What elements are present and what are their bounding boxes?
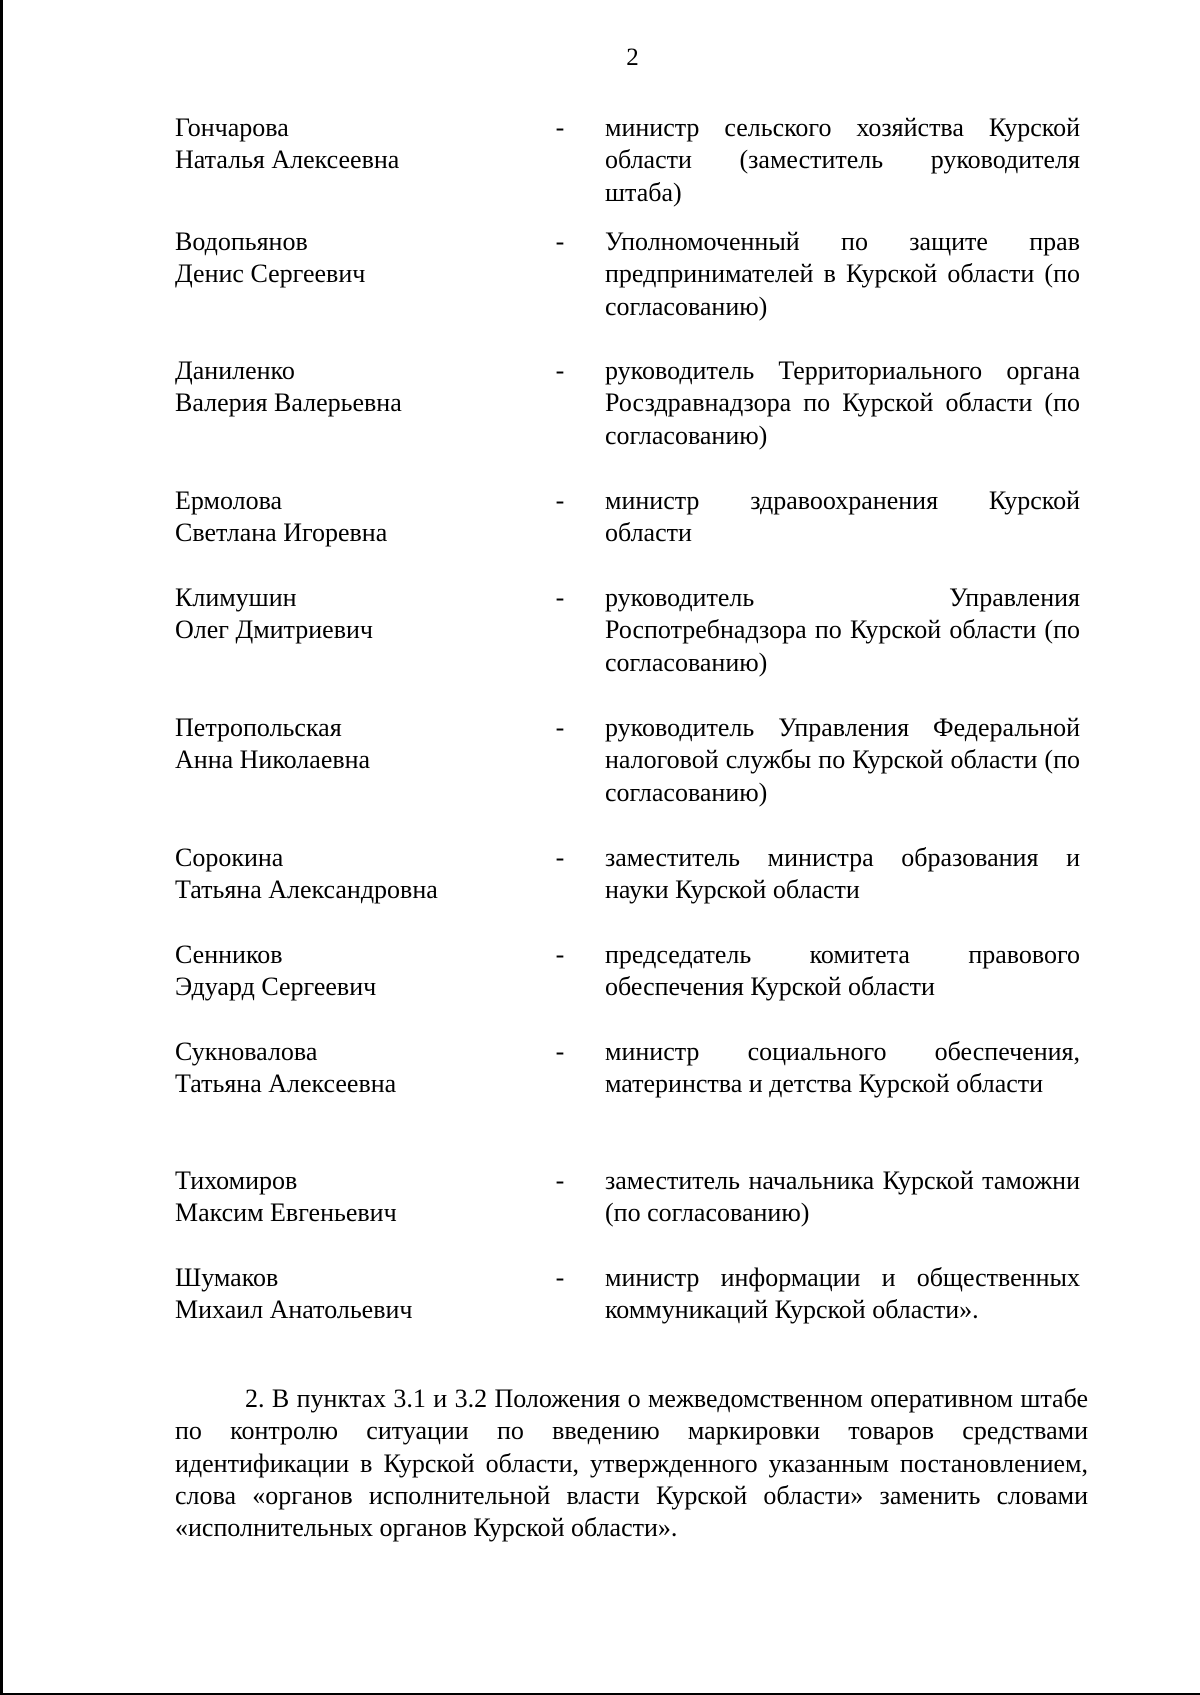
member-given-names: Эдуард Сергеевич <box>175 972 377 1002</box>
member-name <box>175 842 535 907</box>
member-row <box>175 485 1080 582</box>
member-role: министр социального обеспечения, материнства и детства Курской области <box>605 1037 1080 1099</box>
member-dash: - <box>555 113 565 142</box>
member-given-names: Валерия Валерьевна <box>175 388 402 418</box>
member-dash: - <box>555 583 565 612</box>
member-given-names: Татьяна Алексеевна <box>175 1069 397 1099</box>
page-number: 2 <box>626 44 639 71</box>
member-role: заместитель министра образования и науки Курской области <box>605 843 1080 905</box>
scan-border-left <box>0 0 3 1695</box>
member-role: Уполномоченный по защите прав предпринимателей в Курской области (по согласованию) <box>605 227 1080 321</box>
amendment-paragraph: 2. В пунктах 3.1 и 3.2 Положения о межведомственном оперативном штабе по контролю ситуации по введению маркировки товаров средствами идентификации в Курской области, утвержденного указанным постановлением, слова «органов исполнительной власти Курской области» заменить словами «исполнительных органов Курской области». <box>175 1384 1088 1543</box>
member-role: министр информации и общественных коммуникаций Курской области». <box>605 1263 1080 1325</box>
member-surname: Сенников <box>175 940 283 969</box>
member-role: руководитель Территориального органа Росздравнадзора по Курской области (по согласованию) <box>605 356 1080 450</box>
member-role: председатель комитета правового обеспечения Курской области <box>605 940 1080 1002</box>
member-given-names: Анна Николаевна <box>175 745 371 775</box>
member-row <box>175 355 1080 485</box>
member-given-names: Максим Евгеньевич <box>175 1198 397 1228</box>
member-role: министр сельского хозяйства Курской области (заместитель руководителя штаба) <box>605 113 1080 207</box>
member-name <box>175 582 535 647</box>
member-given-names: Денис Сергеевич <box>175 259 366 289</box>
member-given-names: Наталья Алексеевна <box>175 145 400 175</box>
member-name <box>175 1036 535 1101</box>
member-surname: Климушин <box>175 583 297 612</box>
member-role: заместитель начальника Курской таможни (по согласованию) <box>605 1166 1080 1228</box>
member-surname: Ермолова <box>175 486 283 515</box>
member-name <box>175 1165 535 1230</box>
member-dash: - <box>555 227 565 256</box>
member-name <box>175 355 535 420</box>
member-row <box>175 939 1080 1036</box>
member-row <box>175 1036 1080 1165</box>
member-name <box>175 712 535 777</box>
member-surname: Сорокина <box>175 843 284 872</box>
member-name <box>175 485 535 550</box>
member-surname: Гончарова <box>175 113 289 142</box>
member-name <box>175 1262 535 1327</box>
member-row <box>175 1165 1080 1262</box>
member-dash: - <box>555 356 565 385</box>
member-name <box>175 939 535 1004</box>
member-name <box>175 112 535 177</box>
member-dash: - <box>555 486 565 515</box>
member-dash: - <box>555 843 565 872</box>
member-surname: Даниленко <box>175 356 295 385</box>
member-role: руководитель Управления Федеральной налоговой службы по Курской области (по согласованию) <box>605 713 1080 807</box>
member-surname: Водопьянов <box>175 227 308 256</box>
member-given-names: Олег Дмитриевич <box>175 615 373 645</box>
member-role: министр здравоохранения Курской области <box>605 486 1080 548</box>
member-row <box>175 582 1080 712</box>
member-surname: Шумаков <box>175 1263 279 1292</box>
member-surname: Тихомиров <box>175 1166 298 1195</box>
member-given-names: Светлана Игоревна <box>175 518 388 548</box>
member-row <box>175 712 1080 842</box>
member-dash: - <box>555 1037 565 1066</box>
member-row <box>175 112 1080 226</box>
member-name <box>175 226 535 291</box>
member-dash: - <box>555 1166 565 1195</box>
member-row <box>175 1262 1080 1352</box>
member-given-names: Татьяна Александровна <box>175 875 438 905</box>
staff-members-list <box>175 112 1080 1352</box>
member-surname: Сукновалова <box>175 1037 318 1066</box>
member-row <box>175 842 1080 939</box>
member-dash: - <box>555 713 565 742</box>
member-role: руководитель Управления Роспотребнадзора по Курской области (по согласованию) <box>605 583 1080 677</box>
member-surname: Петропольская <box>175 713 342 742</box>
member-row <box>175 226 1080 355</box>
member-dash: - <box>555 1263 565 1292</box>
member-given-names: Михаил Анатольевич <box>175 1295 413 1325</box>
member-dash: - <box>555 940 565 969</box>
